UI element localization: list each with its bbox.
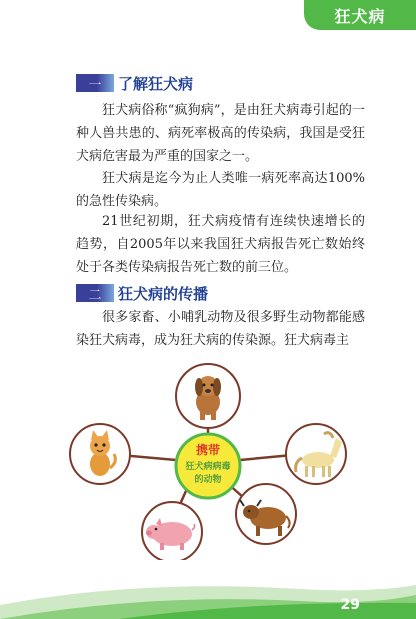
page-number: 29: [340, 597, 360, 613]
section-heading-1: [76, 73, 193, 93]
section-number-badge: 二: [76, 284, 114, 302]
center-label-line3: 的动物: [194, 475, 222, 485]
section-number-badge: 一: [76, 74, 114, 92]
paragraph: 21世纪初期，狂犬病疫情有连续快速增长的趋势，自2005年以来我国狂犬病报告死亡数始终处于各类传染病报告死亡数的前三位。: [76, 214, 365, 275]
center-label-line1: 携带: [195, 443, 221, 457]
chapter-tab-label: 狂犬病: [334, 6, 386, 26]
paragraph: 狂犬病俗称“疯狗病”，是由狂犬病毒引起的一种人兽共患的、病死率极高的传染病，我国是受狂犬病危害最为严重的国家之一。: [76, 103, 365, 164]
chapter-tab: [304, 0, 416, 30]
animal-carrier-diagram: [0, 330, 416, 560]
section-title: 了解狂犬病: [118, 74, 194, 93]
section-title: 狂犬病的传播: [118, 284, 209, 303]
paragraph: 很多家畜、小哺乳动物及很多野生动物都能感染狂犬病毒，成为狂犬病的传染源。狂犬病毒主: [76, 310, 365, 348]
center-label-line2: 狂犬病病毒: [185, 462, 231, 472]
section-heading-2: [76, 283, 208, 303]
paragraph: 狂犬病是迄今为止人类唯一病死率高达100%的急性传染病。: [76, 171, 365, 209]
